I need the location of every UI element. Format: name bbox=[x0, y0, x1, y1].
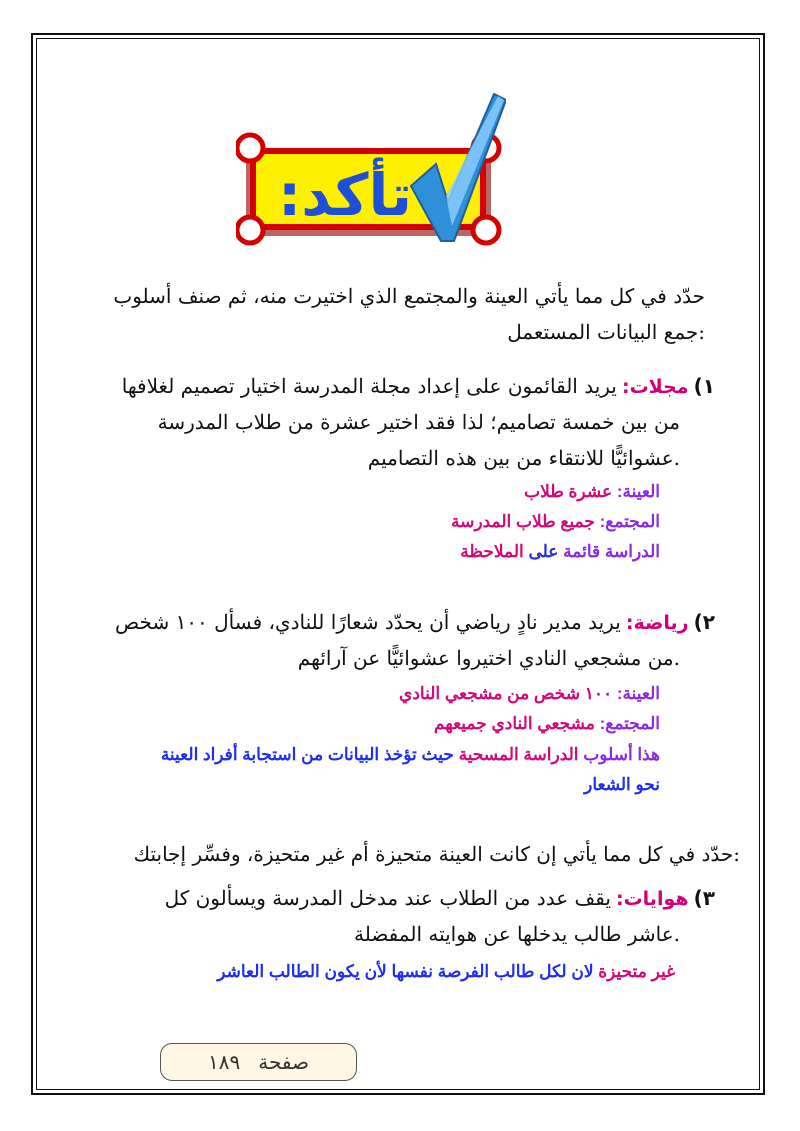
intro1-line2: جمع البيانات المستعمل: bbox=[507, 320, 705, 344]
q2-line1: يريد مدير نادٍ رياضي أن يحدّد شعارًا للنادي، فسأل ١٠٠ شخص bbox=[115, 610, 621, 634]
q2-answer-method: هذا أسلوب الدراسة المسحية حيث تؤخذ البيانات من استجابة أفراد العينة bbox=[160, 745, 660, 764]
question-3 bbox=[75, 880, 715, 920]
q3-number: ٣) bbox=[693, 886, 715, 910]
q3-label: هوايات: bbox=[615, 888, 689, 910]
q2-answer-sample: العينة: ١٠٠ شخص من مشجعي النادي bbox=[399, 684, 660, 703]
q1-answer-method: الدراسة قائمة على الملاحظة bbox=[460, 542, 660, 561]
question-1 bbox=[75, 368, 715, 408]
question-2 bbox=[75, 604, 715, 644]
q3-line2: عاشر طالب يدخلها عن هوايته المفضلة. bbox=[353, 922, 680, 946]
intro1-line1: حدّد في كل مما يأتي العينة والمجتمع الذي اختيرت منه، ثم صنف أسلوب bbox=[113, 284, 705, 308]
q1-label: مجلات: bbox=[621, 376, 689, 398]
page-label: صفحة bbox=[258, 1050, 309, 1074]
q3-line1: يقف عدد من الطلاب عند مدخل المدرسة ويسألون كل bbox=[164, 886, 611, 910]
intro2-text: حدّد في كل مما يأتي إن كانت العينة متحيزة أم غير متحيزة، وفسِّر إجابتك: bbox=[133, 842, 740, 866]
q3-answer: غير متحيزة لان لكل طالب الفرصة نفسها لأن يكون الطالب العاشر bbox=[217, 962, 675, 981]
q1-line2: من بين خمسة تصاميم؛ لذا فقد اختير عشرة من طلاب المدرسة bbox=[157, 410, 680, 434]
q2-number: ٢) bbox=[693, 610, 715, 634]
q2-answer-population: المجتمع: مشجعي النادي جميعهم bbox=[433, 714, 660, 733]
q1-answer-sample: العينة: عشرة طلاب bbox=[524, 482, 660, 501]
header-title: تأكد: bbox=[278, 161, 412, 229]
q1-line1: يريد القائمون على إعداد مجلة المدرسة اختيار تصميم لغلافها bbox=[121, 374, 617, 398]
q2-line2: من مشجعي النادي اختيروا عشوائيًّا عن آرائهم. bbox=[297, 646, 680, 670]
q1-line3: عشوائيًّا للانتقاء من بين هذه التصاميم. bbox=[367, 446, 680, 470]
q1-answer-population: المجتمع: جميع طلاب المدرسة bbox=[451, 512, 660, 531]
page-number-box bbox=[160, 1043, 357, 1081]
q1-number: ١) bbox=[693, 374, 715, 398]
q2-answer-method-cont: نحو الشعار bbox=[584, 775, 660, 794]
q2-label: رياضة: bbox=[625, 612, 689, 634]
page-number: ١٨٩ bbox=[208, 1050, 241, 1074]
